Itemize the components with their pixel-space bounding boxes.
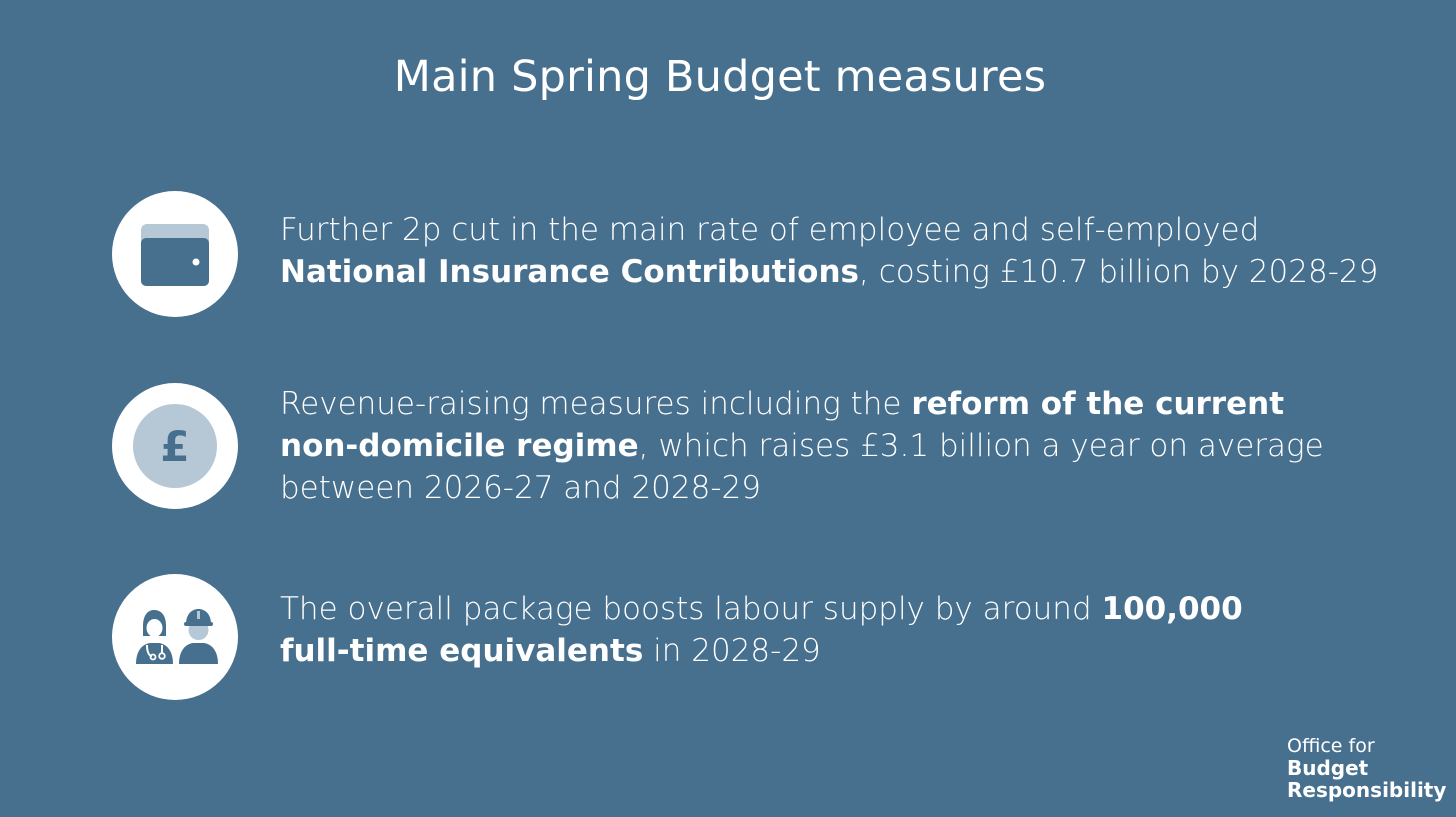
measure-bold-text: full-time equivalents: [280, 633, 644, 669]
pound-coin-icon: [112, 383, 238, 509]
measure-line: [280, 630, 1440, 672]
measure-plain-text: in 2028-29: [643, 633, 821, 669]
measure-plain-text: Further 2p cut in the main rate of employee and self-employed: [280, 212, 1260, 248]
workers-icon-graphic: [112, 574, 238, 700]
measure-line: [280, 251, 1440, 293]
measure-line: [280, 588, 1440, 630]
measure-plain-text: , which raises £3.1 billion a year on average: [638, 428, 1324, 464]
measure-text: [280, 383, 1440, 509]
slide-title: Main Spring Budget measures: [393, 52, 1047, 102]
logo-line-office-for: Office for: [1287, 735, 1375, 757]
measure-plain-text: Revenue-raising measures including the: [280, 386, 912, 422]
measure-plain-text: , costing £10.7 billion by 2028-29: [858, 254, 1379, 290]
pound-symbol: £: [160, 422, 190, 471]
measure-text: [280, 588, 1440, 672]
measure-bold-text: reform of the current: [911, 386, 1285, 422]
measure-line: [280, 467, 1440, 509]
measure-bold-text: non-domicile regime: [280, 428, 639, 464]
wallet-icon: [112, 191, 238, 317]
logo-line-responsibility: Responsibility: [1287, 778, 1447, 802]
measure-plain-text: The overall package boosts labour supply by around: [280, 591, 1102, 627]
measure-text: [280, 209, 1440, 293]
measure-line: [280, 383, 1440, 425]
measure-bold-text: 100,000: [1101, 591, 1243, 627]
wallet-icon-graphic: [112, 191, 238, 317]
measure-line: [280, 425, 1440, 467]
measure-line: [280, 209, 1440, 251]
obr-logo: [1287, 735, 1446, 801]
pound-coin-icon-graphic: [112, 383, 238, 509]
measure-bold-text: National Insurance Contributions: [280, 254, 859, 290]
workers-icon: [112, 574, 238, 700]
measure-plain-text: between 2026-27 and 2028-29: [280, 470, 761, 506]
logo-line-budget: Budget: [1287, 756, 1369, 780]
